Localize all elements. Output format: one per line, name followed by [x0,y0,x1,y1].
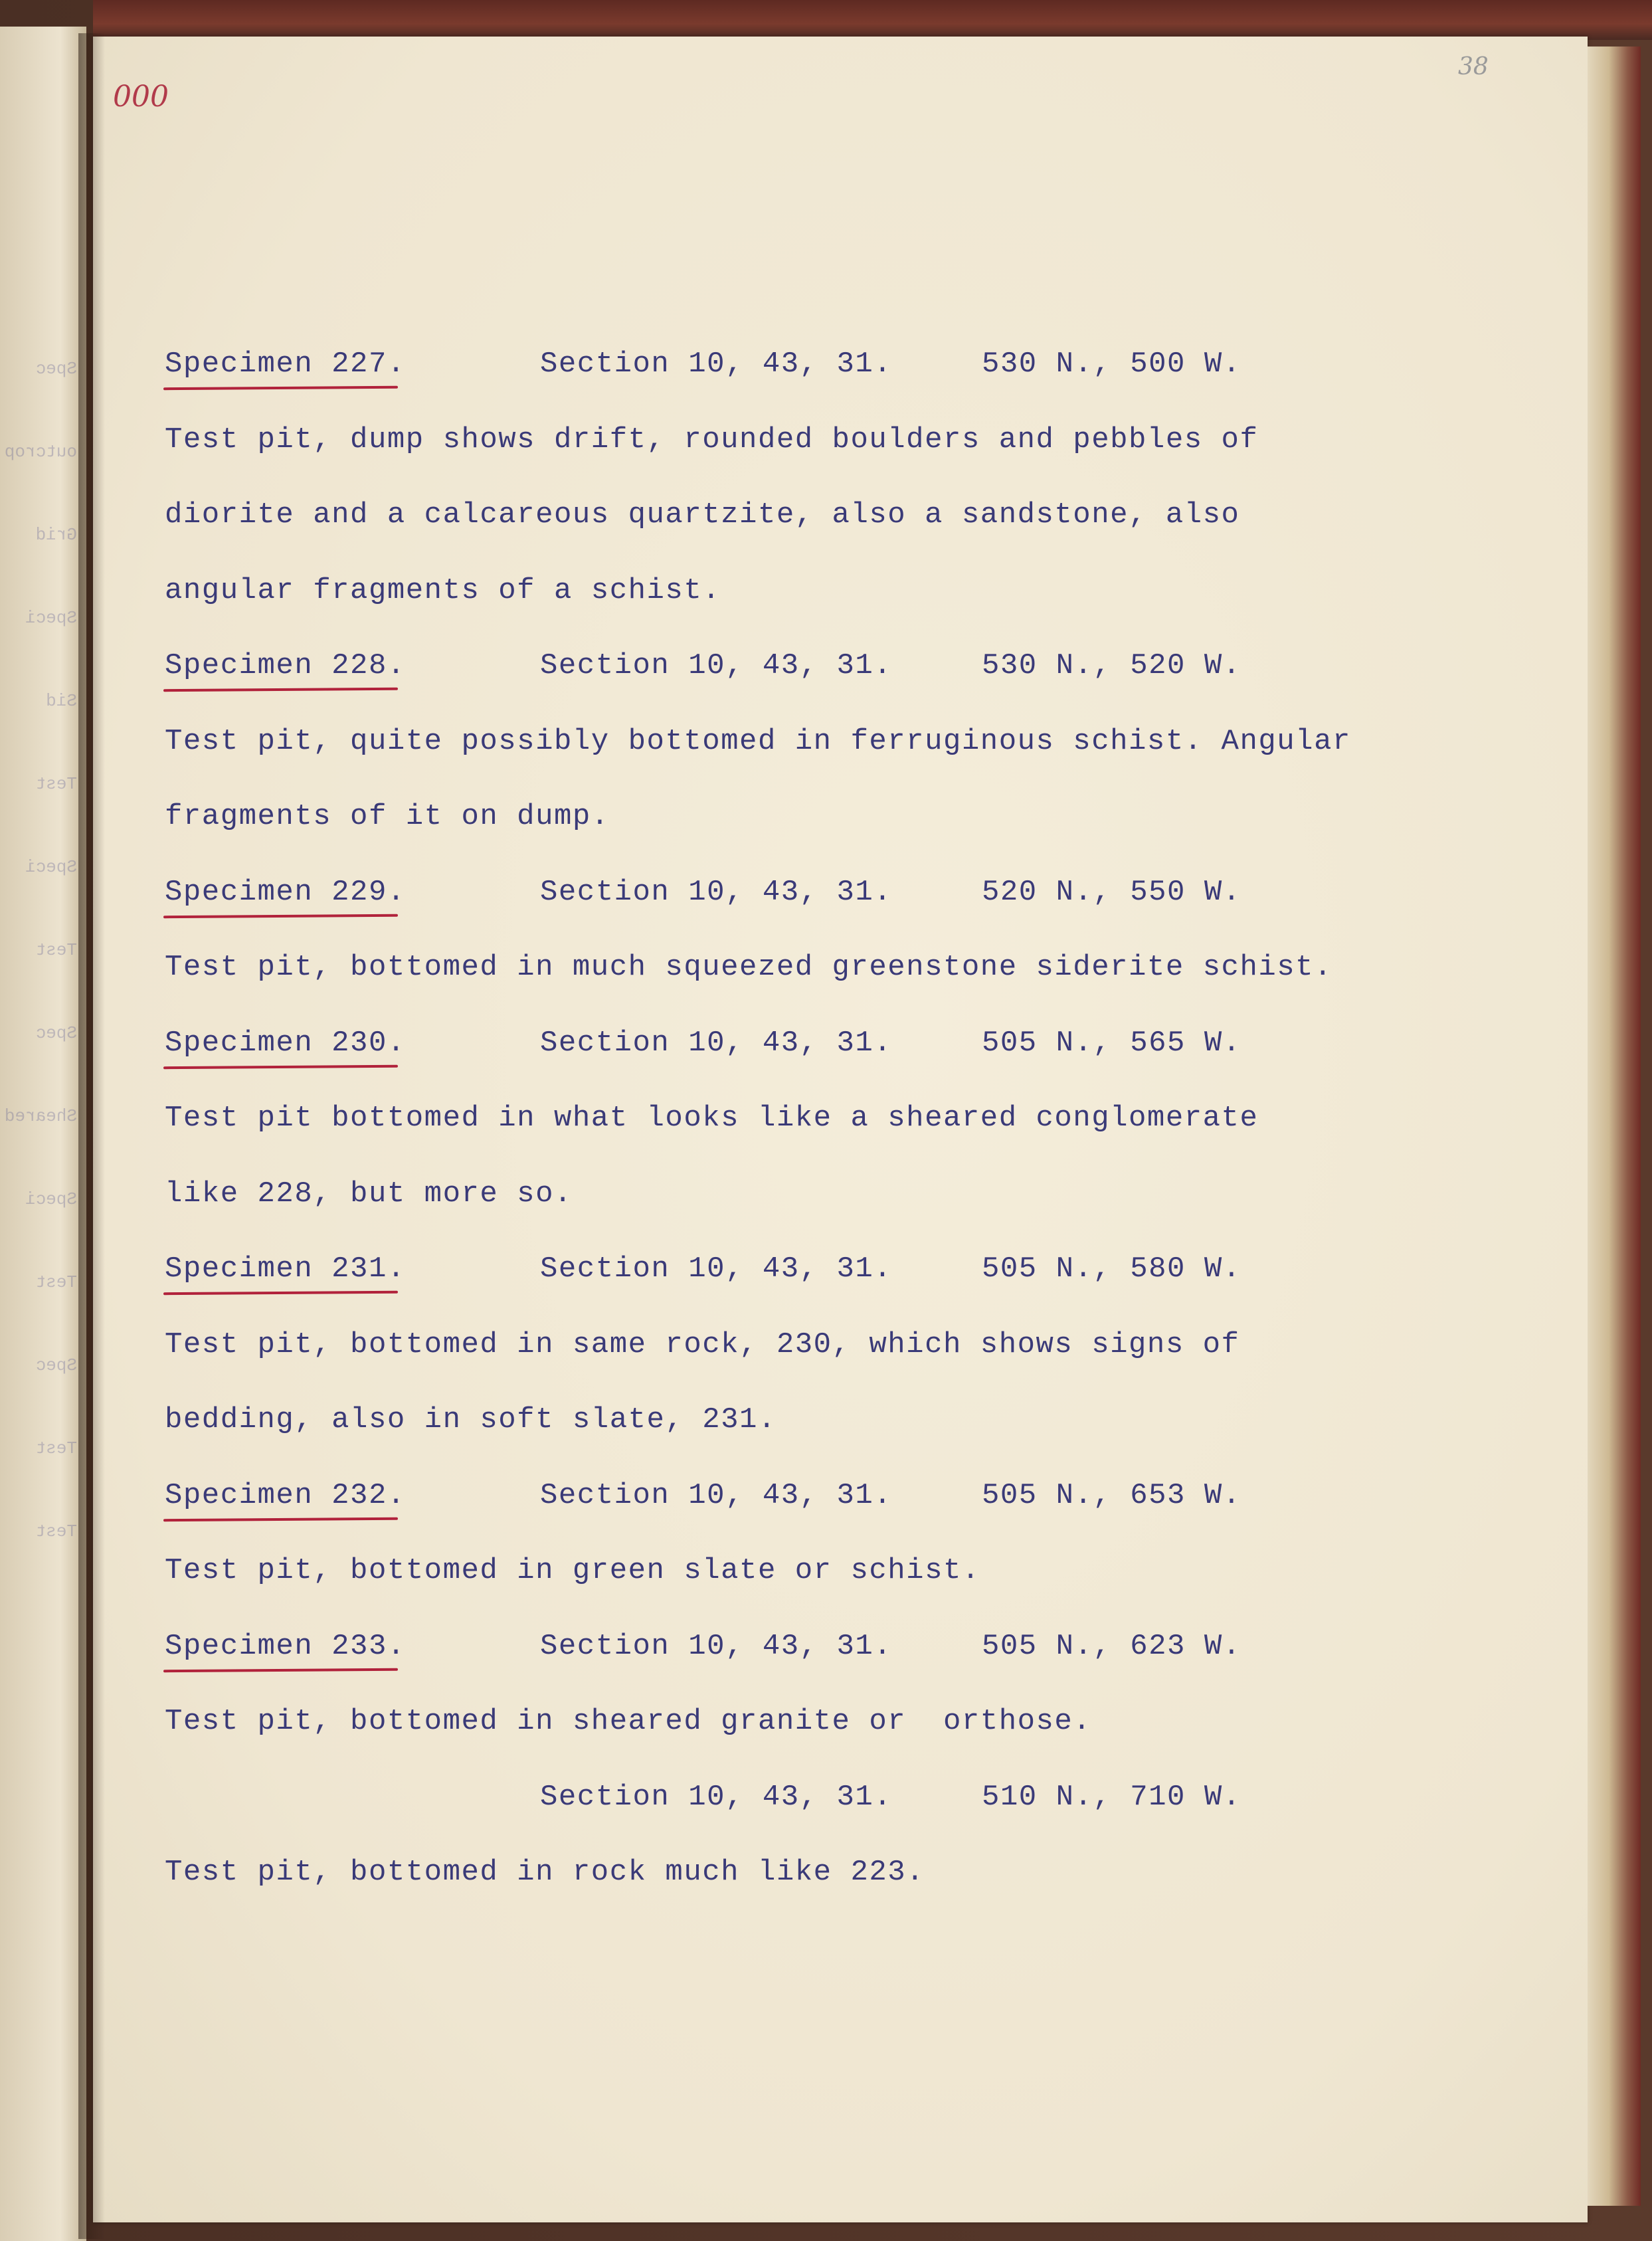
section-reference: Section 10, 43, 31. [540,1629,893,1663]
specimen-heading [165,872,1560,948]
facing-page-fragment: Test [35,1438,77,1458]
facing-page-fragment: Speci [25,857,77,877]
facing-page-fragment: Test [35,1272,77,1292]
specimen-label: Specimen 233. [165,1626,406,1666]
specimen-heading [165,1626,1560,1702]
coordinates: 520 N., 550 W. [982,875,1241,909]
specimen-label: Specimen 231. [165,1249,406,1289]
facing-page-fragment: Test [35,1521,77,1541]
section-reference: Section 10, 43, 31. [540,649,893,682]
page-gutter-shadow [78,33,105,2239]
facing-page-fragment: Spec [35,359,77,379]
coordinates: 505 N., 653 W. [982,1478,1241,1512]
specimen-label: Specimen 229. [165,872,406,912]
specimen-heading [165,1249,1560,1325]
coordinates: 510 N., 710 W. [982,1780,1241,1814]
coordinates: 505 N., 565 W. [982,1026,1241,1060]
description-line: Test pit, bottomed in sheared granite or orthose. [165,1705,1092,1738]
section-reference: Section 10, 43, 31. [540,1780,893,1814]
specimen-label: Specimen 232. [165,1476,406,1515]
facing-page-fragment: Grid [35,525,77,545]
book-binding-top [93,0,1652,40]
section-reference: Section 10, 43, 31. [540,875,893,909]
section-reference: Section 10, 43, 31. [540,347,893,381]
description-line: Test pit, bottomed in rock much like 223. [165,1856,925,1889]
description-line: Test pit, bottomed in green slate or schist. [165,1554,980,1587]
specimen-heading [165,344,1560,420]
specimen-heading [165,1476,1560,1551]
facing-page-fragment: Spec [35,1355,77,1375]
coordinates: 530 N., 500 W. [982,347,1241,381]
facing-page-fragment: outcrop [4,442,77,462]
facing-page-fragment: Speci [25,608,77,628]
specimen-heading [165,1023,1560,1099]
specimen-label: Specimen 228. [165,646,406,686]
page-block-edge [1588,47,1641,2206]
description-line: Test pit, bottomed in same rock, 230, which shows signs of [165,1327,1240,1361]
specimen-heading [165,646,1560,722]
description-line: angular fragments of a schist. [165,573,721,607]
specimen-label: Specimen 227. [165,344,406,384]
specimen-heading [165,1777,1560,1853]
description-line: Test pit, quite possibly bottomed in ferruginous schist. Angular [165,724,1351,758]
folio-number-right: 38 [1458,53,1489,80]
section-reference: Section 10, 43, 31. [540,1252,893,1286]
description-line: like 228, but more so. [165,1177,573,1211]
coordinates: 505 N., 580 W. [982,1252,1241,1286]
typed-specimen-log [165,344,1560,1928]
description-line: Test pit bottomed in what looks like a sheared conglomerate [165,1102,1259,1135]
facing-page-fragment: Speci [25,1189,77,1209]
facing-page-fragment: Test [35,940,77,960]
facing-page-fragment: Spec [35,1023,77,1043]
facing-page-fragment: Sheared [4,1106,77,1126]
folio-number-left: 000 [113,80,169,114]
facing-page-fragment: Test [35,774,77,794]
description-line: diorite and a calcareous quartzite, also a sandstone, also [165,498,1240,532]
description-line: Test pit, bottomed in much squeezed greenstone siderite schist. [165,951,1332,984]
section-reference: Section 10, 43, 31. [540,1026,893,1060]
description-line: Test pit, dump shows drift, rounded boulders and pebbles of [165,423,1259,456]
section-reference: Section 10, 43, 31. [540,1478,893,1512]
specimen-label: Specimen 230. [165,1023,406,1063]
facing-page-fragment: Sid [46,691,77,711]
coordinates: 505 N., 623 W. [982,1629,1241,1663]
description-line: bedding, also in soft slate, 231. [165,1403,777,1436]
coordinates: 530 N., 520 W. [982,649,1241,682]
description-line: fragments of it on dump. [165,800,610,833]
